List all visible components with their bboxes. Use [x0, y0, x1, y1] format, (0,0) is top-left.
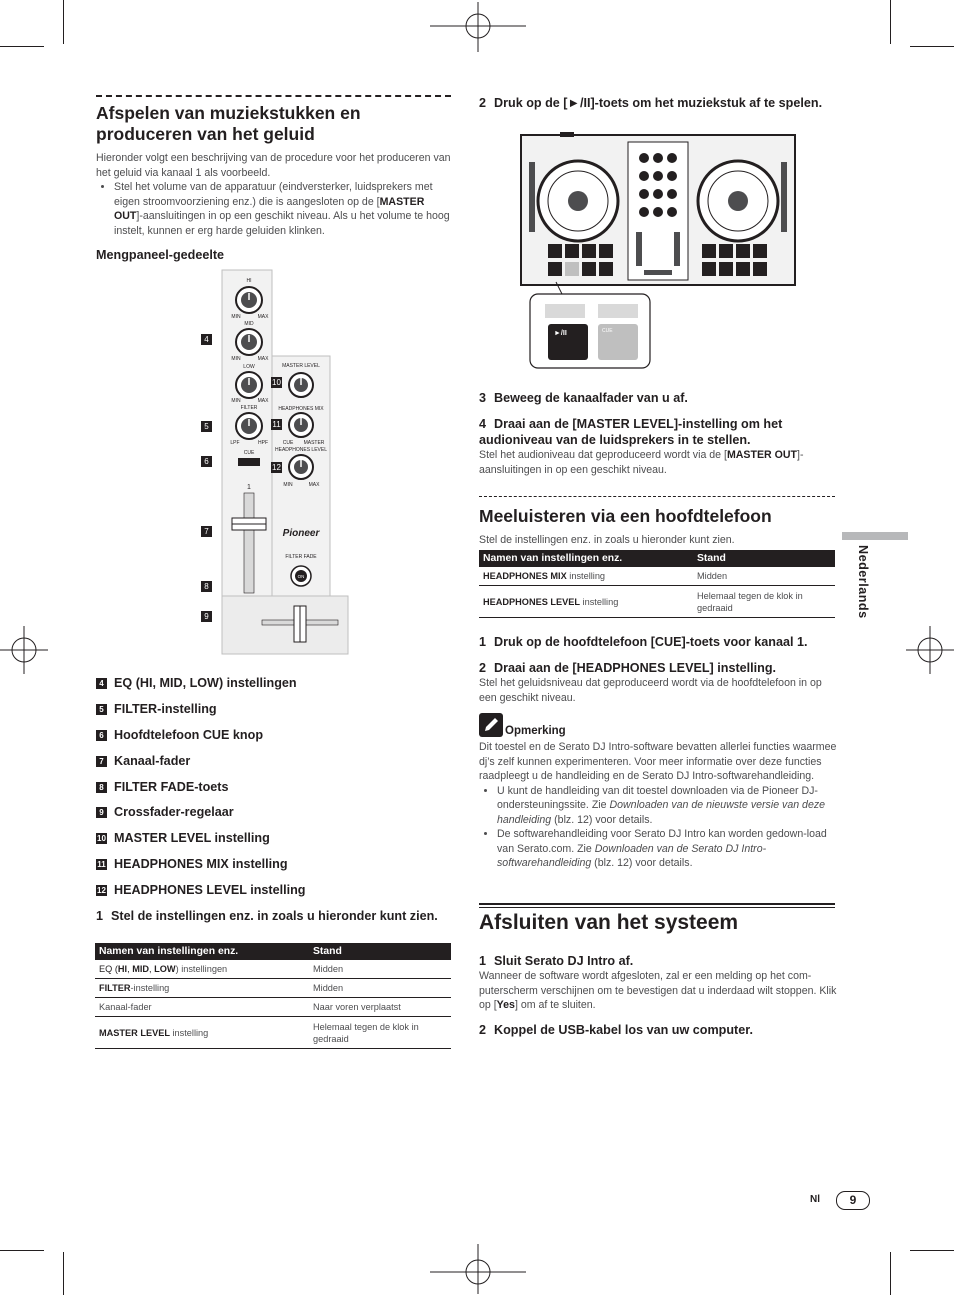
registration-mark-right [906, 626, 954, 674]
knob[interactable] [667, 171, 677, 181]
pioneer-logo: Pioneer [282, 528, 320, 539]
label-min: MIN [231, 356, 241, 362]
cell-bold: HEADPHONES LEVEL [483, 596, 580, 607]
step-2-play [479, 95, 839, 111]
legend-label: Kanaal-fader [114, 754, 191, 768]
crop-mark [890, 1252, 891, 1295]
bullet-text: De softwarehandleiding voor Serato DJ Intro kan worden gedown-load van Serato.com. Zie [497, 828, 827, 855]
table-row [95, 960, 451, 979]
label-max: MAX [257, 314, 269, 320]
cell-text: instelling [169, 1027, 209, 1038]
table-cell [479, 567, 693, 586]
cell-bold: MASTER LEVEL [99, 1027, 170, 1038]
note-text: Dit toestel en de Serato DJ Intro-software bevatten allerlei functies waarmee dj’s zelf kunnen experimenteren. Voor meer informatie over deze functies raadpleegt u de handleiding en de Serato DJ Intro-softwarehandleiding. [479, 741, 837, 782]
column-header: Namen van instellingen enz. [95, 943, 309, 960]
pad[interactable] [582, 244, 596, 258]
bullet-italic: Downloaden van de nieuwste versie van deze handleiding [497, 799, 826, 826]
step-2-headphones-level [479, 660, 839, 676]
crop-mark [63, 1252, 64, 1295]
legend-item [96, 780, 229, 794]
bullet-item [497, 827, 837, 871]
callout-10: 10 [272, 378, 281, 387]
legend-badge: 4 [96, 678, 107, 689]
tempo-slider[interactable] [529, 162, 535, 232]
crop-mark [0, 1250, 44, 1251]
label-max: MAX [308, 482, 320, 488]
label-headphones-level: HEADPHONES LEVEL [275, 447, 327, 453]
crossfader[interactable] [644, 270, 672, 275]
language-tab-label: Nederlands [856, 545, 870, 619]
bullet-italic: Downloaden van de Serato DJ Intro-softwarehandleiding [497, 842, 767, 869]
crop-mark [890, 0, 891, 44]
section-heading-playback [96, 103, 456, 145]
knob[interactable] [667, 207, 677, 217]
label-min: MIN [283, 482, 293, 488]
step-1-left [96, 908, 452, 924]
legend-item [96, 857, 288, 871]
legend-label: Hoofdtelefoon CUE knop [114, 728, 264, 742]
bullet-text: (blz. 12) voor details. [551, 813, 653, 826]
label-on: ON [297, 574, 305, 579]
step-3-fader [479, 390, 839, 406]
column-header: Namen van instellingen enz. [479, 550, 693, 567]
pad[interactable] [736, 262, 750, 276]
channel-fader[interactable] [636, 232, 642, 266]
heading-line-1: Afspelen van muziekstukken en [96, 103, 361, 123]
settings-table-left [95, 943, 451, 1049]
pad[interactable] [599, 262, 613, 276]
callout-11: 11 [272, 420, 281, 429]
step-2-description: Stel het geluidsniveau dat geproduceerd wordt via de hoofdtelefoon in op een geschikt niveau. [479, 677, 822, 704]
legend-label: FILTER-instelling [114, 702, 217, 716]
pad[interactable] [719, 244, 733, 258]
step-text: Stel de instellingen enz. in zoals u hieronder kunt zien. [111, 909, 438, 923]
cell-text: EQ ( [99, 964, 118, 974]
cell-bold: MID [132, 964, 150, 974]
table-row [95, 979, 451, 998]
table-row [95, 998, 451, 1017]
section-rule [479, 496, 835, 497]
channel-fader[interactable] [674, 232, 680, 266]
registration-mark-bottom [430, 1244, 526, 1294]
bullet-item [114, 180, 452, 238]
legend-label: EQ (HI, MID, LOW) instellingen [114, 676, 297, 690]
callout-6: 6 [201, 456, 212, 467]
cue-button[interactable] [565, 262, 579, 276]
table-row [479, 567, 835, 586]
headphones-intro: Stel de instellingen enz. in zoals u hieronder kunt zien. [479, 534, 735, 546]
legend-label: MASTER LEVEL instelling [114, 831, 270, 845]
legend-badge: 5 [96, 704, 107, 715]
table-cell: Naar voren verplaatst [309, 998, 451, 1017]
intro-paragraph [96, 151, 452, 238]
language-tab-bar [842, 532, 908, 540]
cell-bold: LOW [154, 964, 176, 974]
step-number: 1 [479, 635, 487, 649]
knob[interactable] [667, 153, 677, 163]
knob[interactable] [653, 189, 663, 199]
body-bold: Yes [496, 999, 515, 1011]
label-hi: HI [246, 278, 252, 284]
label-hpf: HPF [258, 440, 268, 446]
note-title: Opmerking [505, 725, 566, 737]
label-master-level: MASTER LEVEL [282, 363, 320, 369]
cue-button[interactable] [238, 458, 260, 466]
intro-bullets [96, 180, 452, 238]
knob[interactable] [653, 171, 663, 181]
crop-mark [63, 0, 64, 44]
legend-badge: 6 [96, 730, 107, 741]
step-text: Druk op de hoofdtelefoon [CUE]-toets voor kanaal 1. [494, 635, 808, 649]
bullet-text: Stel het volume van de apparatuur (eindversterker, luidsprekers met eigen stroomvoorziening enz.) die is aangesloten op de [ [114, 181, 433, 208]
cell-text: , [127, 964, 133, 974]
cell-bold: HEADPHONES MIX [483, 571, 567, 581]
note-bullets [479, 784, 837, 871]
legend-badge: 8 [96, 782, 107, 793]
label-headphones-mix: HEADPHONES MIX [278, 406, 324, 412]
channel-fader-track [244, 493, 254, 593]
intro-text: Hieronder volgt een beschrijving van de procedure voor het produceren van het geluid via kanaal 1 als voorbeeld. [96, 152, 451, 179]
legend-label: Crossfader-regelaar [114, 805, 234, 819]
cell-bold: FILTER [99, 983, 131, 993]
legend-item [96, 676, 297, 690]
cell-text: instelling [566, 571, 606, 581]
table-row [479, 586, 835, 618]
knob[interactable] [639, 153, 649, 163]
step-text: Beweeg de kanaalfader van u af. [494, 391, 688, 405]
crop-mark [0, 46, 44, 47]
legend-item [96, 754, 190, 768]
step-number: 2 [479, 96, 487, 110]
heading-line-2: produceren van het geluid [96, 124, 315, 144]
knob[interactable] [639, 171, 649, 181]
step-number: 3 [479, 391, 487, 405]
pad[interactable] [753, 244, 767, 258]
step-1-cue [479, 634, 839, 650]
label-max: MAX [257, 398, 269, 404]
label-lpf: LPF [230, 440, 240, 446]
section-heading-shutdown: Afsluiten van het systeem [479, 911, 739, 934]
play-pause-button[interactable] [548, 262, 562, 276]
step-4-master [479, 416, 839, 448]
bullet-text: ]-aansluitingen in op een geschikt niveau. Als u het volume te hoog instelt, kunnen er erg harde geluiden klinken. [114, 210, 450, 237]
label-min: MIN [231, 314, 241, 320]
knob[interactable] [653, 207, 663, 217]
note-icon [479, 713, 503, 737]
legend-badge: 9 [96, 807, 107, 818]
knob[interactable] [667, 189, 677, 199]
zoom-pad [545, 304, 585, 318]
jog-wheel-left-center [568, 191, 588, 211]
settings-table-right [479, 550, 835, 618]
pad[interactable] [599, 244, 613, 258]
page-number: 9 [836, 1191, 870, 1210]
step-text: Koppel de USB-kabel los van uw computer. [494, 1023, 753, 1037]
note-body [479, 740, 837, 871]
callout-5: 5 [201, 421, 212, 432]
crop-mark [910, 1250, 954, 1251]
label-cue: CUE [243, 450, 255, 456]
jog-wheel-right-center [728, 191, 748, 211]
cell-text: instelling [580, 596, 619, 607]
bullet-bold: MASTER OUT [114, 195, 425, 222]
step-1-quit-description [479, 969, 837, 1013]
knob[interactable] [639, 189, 649, 199]
pad[interactable] [565, 244, 579, 258]
knob[interactable] [653, 153, 663, 163]
column-header: Stand [309, 943, 451, 960]
pad[interactable] [753, 262, 767, 276]
label-master: MASTER [303, 440, 325, 446]
table-cell: Midden [309, 960, 451, 979]
table-cell: Kanaal-fader [95, 998, 309, 1017]
mixer-title: Mengpaneel-gedeelte [96, 248, 225, 262]
legend-item [96, 728, 263, 742]
zoom-cue-label: CUE [602, 328, 613, 334]
bullet-text: (blz. 12) voor details. [591, 857, 693, 869]
legend-badge: 7 [96, 756, 107, 767]
section-rule-thick [479, 903, 835, 905]
tempo-slider[interactable] [781, 162, 787, 232]
callout-8: 8 [201, 581, 212, 592]
callout-4: 4 [201, 334, 212, 345]
legend-label: HEADPHONES MIX instelling [114, 857, 288, 871]
callout-9: 9 [201, 611, 212, 622]
legend-label: HEADPHONES LEVEL instelling [114, 883, 306, 897]
crop-mark [910, 46, 954, 47]
legend-badge: 10 [97, 834, 106, 843]
body-text: ]-aansluitingen in op een geschikt niveau. [479, 449, 804, 476]
legend-item [96, 883, 306, 897]
body-text: ] om af te sluiten. [514, 999, 596, 1011]
step-number: 2 [479, 1023, 487, 1037]
zoom-play-label: ►/II [554, 330, 567, 337]
bullet-text: U kunt de handleiding van dit toestel downloaden via de Pioneer DJ-ondersteuningssite. Zie [497, 784, 818, 811]
label-max: MAX [257, 356, 269, 362]
table-cell: Helemaal tegen de klok in gedraaid [309, 1017, 451, 1049]
step-4-description [479, 448, 837, 477]
pad[interactable] [702, 244, 716, 258]
step-number: 4 [479, 417, 487, 431]
zoom-pad [598, 304, 638, 318]
pad[interactable] [719, 262, 733, 276]
label-channel-1: 1 [247, 484, 251, 491]
legend-item [96, 831, 270, 845]
pad[interactable] [548, 244, 562, 258]
cell-text: , [149, 964, 155, 974]
legend-badge: 12 [97, 886, 106, 895]
label-min: MIN [231, 398, 241, 404]
step-text: Draai aan de [MASTER LEVEL]-instelling om het audioniveau van de luidsprekers in te stellen. [479, 417, 783, 447]
table-cell [95, 1017, 309, 1049]
section-rule-thin [479, 907, 835, 908]
knob[interactable] [639, 207, 649, 217]
table-cell: Helemaal tegen de klok in gedraaid [693, 586, 835, 618]
step-2-usb [479, 1022, 839, 1038]
label-cue-small: CUE [282, 440, 294, 446]
column-header: Stand [693, 550, 835, 567]
registration-mark-left [0, 626, 48, 674]
legend-item [96, 805, 234, 819]
legend-item [96, 702, 217, 716]
callout-7: 7 [201, 526, 212, 537]
table-row [95, 1017, 451, 1049]
section-heading-headphones: Meeluisteren via een hoofdtelefoon [479, 506, 772, 526]
step-1-quit [479, 953, 839, 969]
step-number: 2 [479, 661, 487, 675]
step-text: Druk op de [►/II]-toets om het muziekstuk af te spelen. [494, 96, 823, 110]
label-filter: FILTER [240, 405, 258, 411]
label-low: LOW [243, 364, 255, 370]
label-mid: MID [244, 321, 254, 327]
controller-illustration [520, 132, 798, 372]
label-filter-fade: FILTER FADE [285, 554, 317, 560]
bullet-item [497, 784, 837, 828]
cell-text: -instelling [130, 983, 170, 993]
step-text: Draai aan de [HEADPHONES LEVEL] instelling. [494, 661, 777, 675]
table-cell [95, 979, 309, 998]
registration-mark-top [430, 2, 526, 52]
body-text: Wanneer de software wordt afgesloten, zal er een melding op het com-puterscherm verschijnen om te bevestigen dat u inderdaad wilt stoppen. Klik op [ [479, 970, 837, 1011]
cell-text: ) instellingen [175, 964, 228, 974]
pad[interactable] [736, 244, 750, 258]
legend-badge: 11 [97, 860, 106, 869]
pad[interactable] [582, 262, 596, 276]
step-number: 1 [96, 909, 104, 923]
table-cell: Midden [693, 567, 835, 586]
table-cell [479, 586, 693, 618]
cell-bold: HI [117, 964, 128, 974]
section-rule [96, 95, 451, 97]
callout-12: 12 [272, 463, 281, 472]
table-cell: Midden [309, 979, 451, 998]
step-number: 1 [479, 954, 487, 968]
legend-label: FILTER FADE-toets [114, 780, 229, 794]
footer-language: Nl [810, 1194, 820, 1205]
body-bold: MASTER OUT [726, 449, 797, 461]
step-text: Sluit Serato DJ Intro af. [494, 954, 634, 968]
body-text: Stel het audioniveau dat geproduceerd wordt via de [ [479, 449, 727, 461]
pad[interactable] [702, 262, 716, 276]
table-cell [95, 960, 309, 979]
